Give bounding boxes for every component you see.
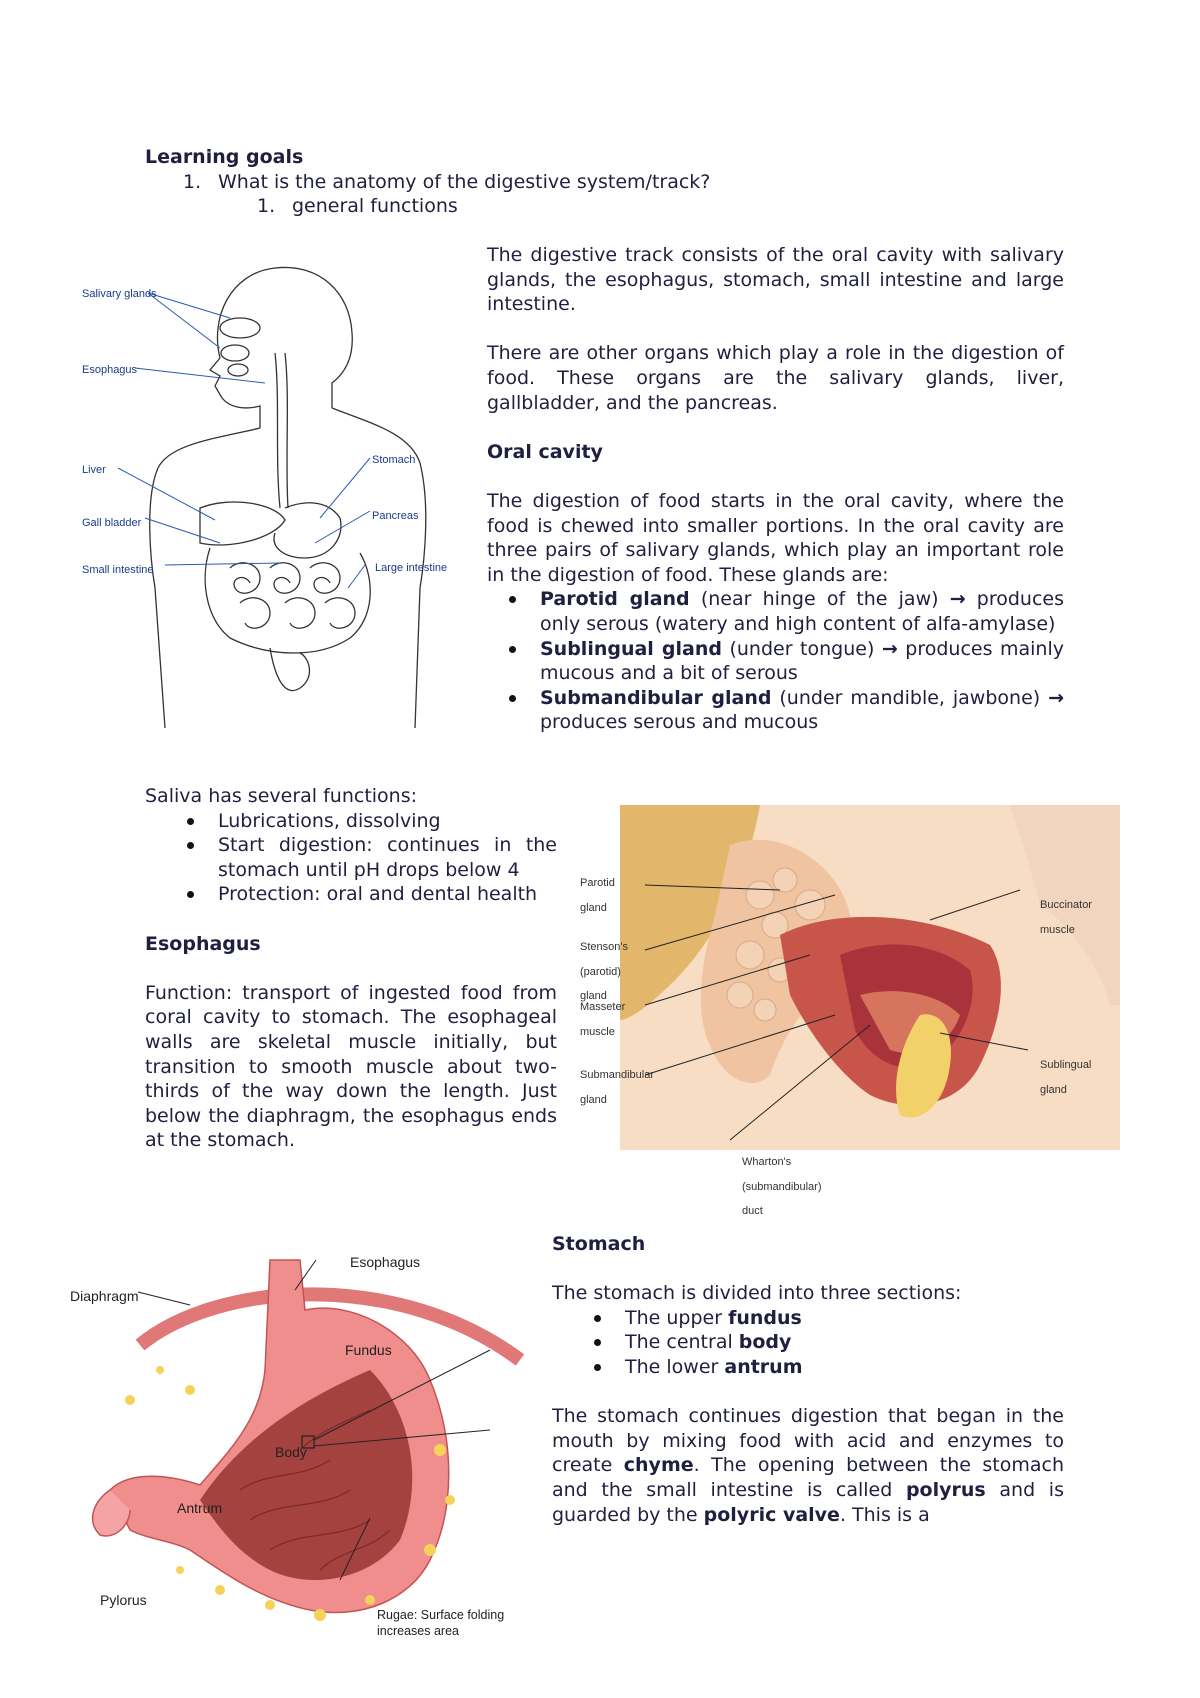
label-parotid-gland: Parotid gland [580, 877, 615, 914]
stomach-figure [70, 1250, 560, 1645]
label-stomach: Stomach [372, 454, 416, 466]
gland-location: (under tongue) [721, 637, 882, 660]
gland-name: Sublingual gland [540, 637, 722, 660]
label-rugae: Rugae: Surface folding increases area [377, 1608, 505, 1638]
goal-item-1 [183, 170, 710, 195]
digestive-system-figure [70, 258, 450, 728]
label-buccinator-muscle: Buccinator muscle [1040, 899, 1092, 936]
goal-text: What is the anatomy of the digestive system/track? [218, 171, 711, 193]
arrow-icon: → [881, 637, 898, 660]
salivary-glands-drawing [580, 805, 1140, 1200]
stomach-sections-list [625, 1306, 1064, 1380]
gland-location: (under mandible, jawbone) [771, 686, 1049, 709]
saliva-function-item: Lubrications, dissolving [218, 809, 557, 834]
label-large-intestine: Large intestine [375, 562, 448, 574]
gland-name: Parotid gland [540, 588, 690, 611]
label-salivary-glands: Salivary glands [82, 288, 157, 300]
stomach-section-item: The lower antrum [625, 1355, 1064, 1380]
stomach-drawing [70, 1250, 560, 1645]
gland-description: produces mainly mucous and a bit of serous [540, 637, 1064, 685]
arrow-icon: → [1048, 686, 1065, 709]
label-esophagus: Esophagus [82, 364, 138, 376]
esophagus-heading: Esophagus [145, 932, 261, 955]
stomach-intro: The stomach is divided into three sections: [552, 1282, 962, 1305]
oral-cavity-heading: Oral cavity [487, 440, 603, 463]
saliva-intro: Saliva has several functions: [145, 785, 418, 807]
label-masseter-muscle: Masseter muscle [580, 1001, 626, 1038]
goal-subitem-1 [257, 194, 458, 219]
stomach-section-item: The upper fundus [625, 1306, 1064, 1331]
label-body: Body [275, 1444, 307, 1460]
gland-description: produces serous and mucous [540, 711, 819, 734]
gland-item [540, 637, 1064, 686]
saliva-function-item: Start digestion: continues in the stomach until pH drops below 4 [218, 833, 557, 882]
arrow-icon: → [949, 588, 966, 611]
esophagus-paragraph: Function: transport of ingested food from coral cavity to stomach. The esophageal walls are skeletal muscle initially, but transition to smooth muscle about two-thirds of the way down the length. Just below the diaphragm, the esophagus ends at the stomach. [145, 981, 557, 1152]
salivary-glands-figure [580, 805, 1140, 1218]
intro-paragraph-1: The digestive track consists of the oral cavity with salivary glands, the esophagus, stomach, small intestine and large intestine. [487, 244, 1064, 316]
label-stensons-gland: Stenson's (parotid) gland [580, 941, 628, 1003]
learning-goals-heading: Learning goals [145, 146, 304, 168]
gland-location: (near hinge of the jaw) [689, 588, 950, 611]
intro-paragraph-2: There are other organs which play a role in the digestion of food. These organs are the salivary glands, liver, gallbladder, and the pancreas. [487, 342, 1064, 414]
label-small-intestine: Small intestine [82, 564, 154, 576]
digestive-system-drawing [70, 258, 450, 728]
label-diaphragm: Diaphragm [70, 1288, 139, 1304]
stomach-paragraph: The stomach continues digestion that began in the mouth by mixing food with acid and enzymes to create chyme. The opening between the stomach and the small intestine is called polyrus and is guarded by the polyric valve. This is a [552, 1405, 1064, 1526]
intro-section [487, 243, 1064, 735]
gland-name: Submandibular gland [540, 686, 772, 709]
saliva-function-list [218, 809, 557, 907]
goal-number: 1. [183, 171, 202, 193]
subgoal-text: general functions [292, 195, 458, 217]
gland-item [540, 686, 1064, 735]
label-liver: Liver [82, 464, 106, 476]
label-pancreas: Pancreas [372, 510, 419, 522]
label-sublingual-gland: Sublingual gland [1040, 1059, 1092, 1096]
label-pylorus: Pylorus [100, 1592, 147, 1608]
gland-description: produces only serous (watery and high content of alfa-amylase) [540, 588, 1064, 635]
stomach-section-item: The central body [625, 1330, 1064, 1355]
label-gall-bladder: Gall bladder [82, 517, 142, 529]
label-fundus: Fundus [345, 1342, 392, 1358]
label-antrum: Antrum [177, 1500, 223, 1516]
gland-list [540, 587, 1064, 735]
subgoal-number: 1. [257, 195, 276, 217]
label-whartons-duct: Wharton's (submandibular) duct [742, 1156, 822, 1218]
saliva-function-item: Protection: oral and dental health [218, 882, 557, 907]
oral-cavity-paragraph: The digestion of food starts in the oral cavity, where the food is chewed into smaller portions. In the oral cavity are three pairs of salivary glands, which play an important role in the digestion of food. These glands are: [487, 489, 1064, 586]
label-esophagus: Esophagus [350, 1254, 421, 1270]
gland-item [540, 587, 1064, 636]
label-submandibular-gland: Submandibular gland [580, 1069, 654, 1106]
stomach-heading: Stomach [552, 1233, 646, 1255]
stomach-section [552, 1232, 1064, 1527]
saliva-esophagus-section [145, 784, 557, 1153]
